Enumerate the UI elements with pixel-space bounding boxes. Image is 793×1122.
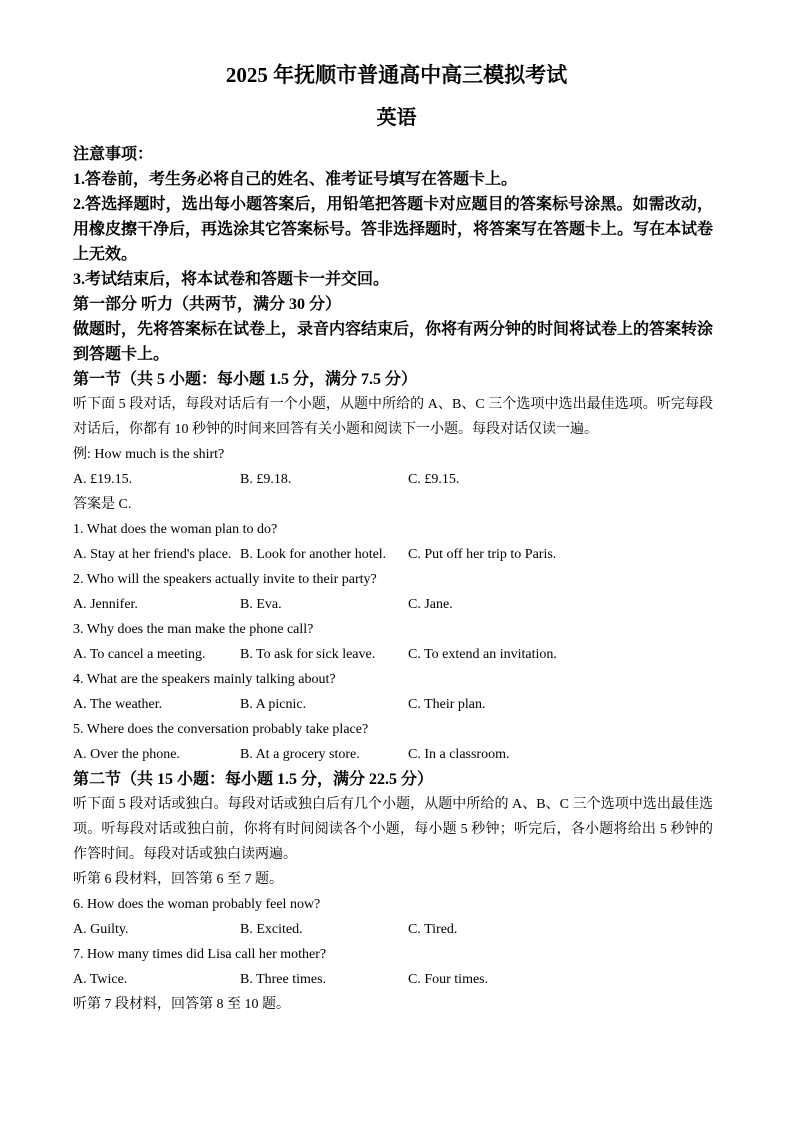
question-2-options: [73, 592, 713, 617]
question-6: 6. How does the woman probably feel now?: [73, 897, 321, 912]
group-6-intro: 听第 6 段材料，回答第 6 至 7 题。: [73, 872, 283, 887]
question-5-options: [73, 742, 713, 767]
question-6-option-b: B. Excited.: [240, 922, 303, 937]
subject-title: 英语: [376, 107, 417, 129]
question-4-option-b: B. A picnic.: [240, 697, 307, 712]
notice-item-2: 2.答选择题时，选出每小题答案后，用铅笔把答题卡对应题目的答案标号涂黑。如需改动，用橡皮擦干净后，再选涂其它答案标号。答非选择题时，将答案写在答题卡上。写在本试卷上无效。: [73, 196, 714, 263]
question-5-option-a: A. Over the phone.: [73, 747, 180, 762]
question-3-option-c: C. To extend an invitation.: [408, 647, 557, 662]
question-6-option-c: C. Tired.: [408, 922, 458, 937]
group-7-intro: 听第 7 段材料，回答第 8 至 10 题。: [73, 997, 290, 1012]
question-3-options: [73, 642, 713, 667]
question-1: 1. What does the woman plan to do?: [73, 522, 278, 537]
exam-body: [73, 142, 713, 1017]
question-7-option-a: A. Twice.: [73, 972, 128, 987]
question-7: 7. How many times did Lisa call her mother?: [73, 947, 327, 962]
question-4-option-c: C. Their plan.: [408, 697, 486, 712]
question-2: 2. Who will the speakers actually invite to their party?: [73, 572, 377, 587]
question-4: 4. What are the speakers mainly talking about?: [73, 672, 336, 687]
question-7-option-c: C. Four times.: [408, 972, 489, 987]
notice-item-3: 3.考试结束后，将本试卷和答题卡一并交回。: [73, 271, 390, 288]
question-2-option-c: C. Jane.: [408, 597, 453, 612]
section2-instruction: 听下面 5 段对话或独白。每段对话或独白后有几个小题，从题中所给的 A、B、C 三个选项中选出最佳选项。听每段对话或独白前，你将有时间阅读各个小题，每小题 5 秒钟；听完后，各小题将给出 5 秒钟的作答时间。每段对话或独白读两遍。: [73, 797, 713, 862]
exam-title: 2025 年抚顺市普通高中高三模拟考试: [225, 63, 568, 87]
question-3-option-a: A. To cancel a meeting.: [73, 647, 206, 662]
question-3: 3. Why does the man make the phone call?: [73, 622, 314, 637]
question-4-options: [73, 692, 713, 717]
question-5-option-b: B. At a grocery store.: [240, 747, 360, 762]
part1-heading: 第一部分 听力（共两节，满分 30 分）: [73, 296, 342, 313]
question-5: 5. Where does the conversation probably take place?: [73, 722, 369, 737]
question-2-option-b: B. Eva.: [240, 597, 282, 612]
example-option-a: A. £19.15.: [73, 472, 133, 487]
example-answer: 答案是 C.: [73, 497, 132, 512]
question-6-option-a: A. Guilty.: [73, 922, 129, 937]
question-4-option-a: A. The weather.: [73, 697, 163, 712]
example-options: [73, 467, 713, 492]
example-option-b: B. £9.18.: [240, 472, 292, 487]
notice-heading: 注意事项：: [73, 146, 154, 163]
question-1-option-b: B. Look for another hotel.: [240, 547, 387, 562]
notice-item-1: 1.答卷前，考生务必将自己的姓名、准考证号填写在答题卡上。: [73, 171, 518, 188]
question-7-options: [73, 967, 713, 992]
question-2-option-a: A. Jennifer.: [73, 597, 138, 612]
question-1-option-a: A. Stay at her friend's place.: [73, 547, 232, 562]
example-option-c: C. £9.15.: [408, 472, 460, 487]
example-question: 例: How much is the shirt?: [73, 447, 225, 462]
section2-heading: 第二节（共 15 小题：每小题 1.5 分，满分 22.5 分）: [73, 771, 434, 788]
question-6-options: [73, 917, 713, 942]
question-5-option-c: C. In a classroom.: [408, 747, 510, 762]
section1-heading: 第一节（共 5 小题：每小题 1.5 分，满分 7.5 分）: [73, 371, 418, 388]
question-1-option-c: C. Put off her trip to Paris.: [408, 547, 557, 562]
part1-instruction: 做题时，先将答案标在试卷上，录音内容结束后，你将有两分钟的时间将试卷上的答案转涂到答题卡上。: [73, 321, 714, 363]
question-7-option-b: B. Three times.: [240, 972, 327, 987]
section1-instruction: 听下面 5 段对话，每段对话后有一个小题，从题中所给的 A、B、C 三个选项中选出最佳选项。听完每段对话后，你都有 10 秒钟的时间来回答有关小题和阅读下一小题。每段对话仅读一遍。: [73, 397, 713, 437]
question-3-option-b: B. To ask for sick leave.: [240, 647, 376, 662]
question-1-options: [73, 542, 713, 567]
